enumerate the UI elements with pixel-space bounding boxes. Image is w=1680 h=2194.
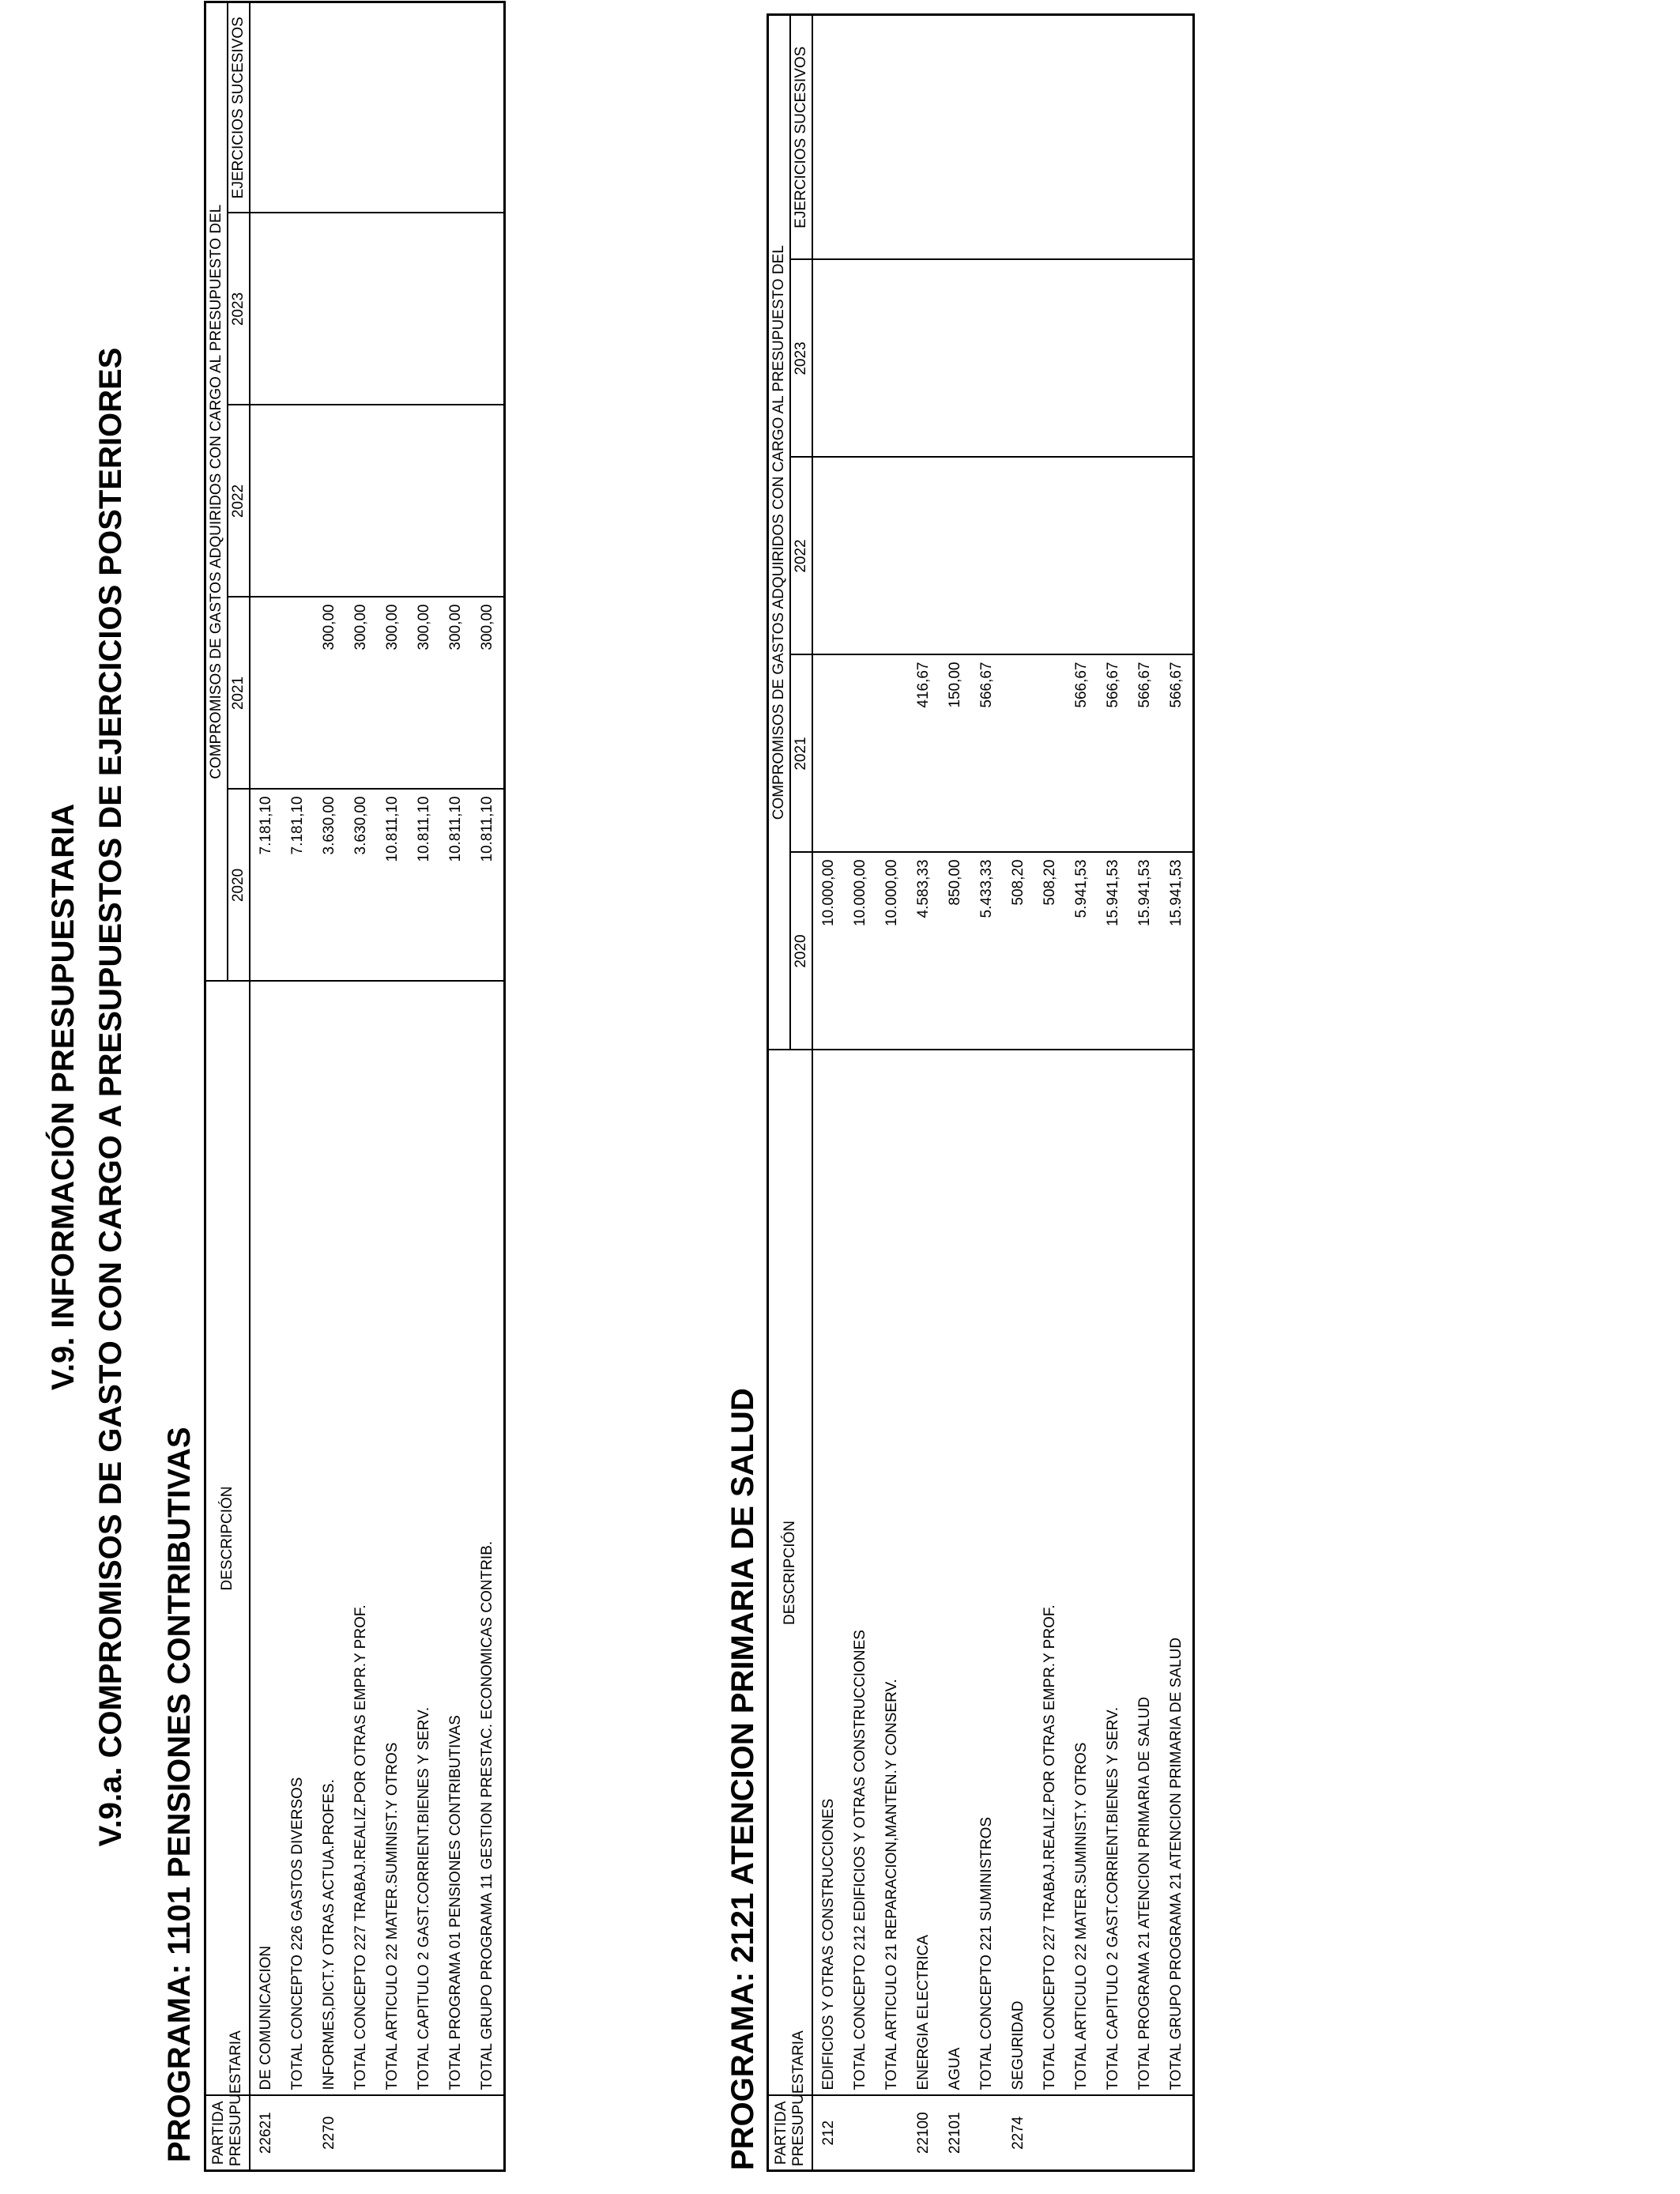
amount-2020-cell: 508,20 bbox=[1003, 853, 1034, 1050]
amount-2022-cell bbox=[250, 405, 282, 598]
amount-2021-cell: 150,00 bbox=[940, 655, 971, 853]
page-title: V.9. INFORMACIÓN PRESUPUESTARIA bbox=[46, 803, 81, 1391]
amount-2023-cell bbox=[812, 260, 845, 458]
amount-2020-cell: 5.941,53 bbox=[1066, 853, 1098, 1050]
year-2023-header: 2023 bbox=[228, 213, 250, 405]
descripcion-header: DESCRIPCIÓN bbox=[768, 1050, 813, 2096]
amount-2022-cell bbox=[409, 405, 440, 598]
amount-2021-cell bbox=[250, 598, 282, 790]
amount-2020-cell: 5.433,33 bbox=[971, 853, 1003, 1050]
amount-2022-cell bbox=[1098, 458, 1129, 655]
amount-2023-cell bbox=[1129, 260, 1161, 458]
amount-2022-cell bbox=[314, 405, 345, 598]
partida-cell: 2274 bbox=[1003, 2096, 1034, 2171]
descripcion-cell: ENERGIA ELECTRICA bbox=[908, 1050, 940, 2096]
amount-2022-cell bbox=[440, 405, 472, 598]
table-row bbox=[1161, 15, 1194, 2171]
amount-2020-cell: 7.181,10 bbox=[250, 790, 282, 982]
descripcion-cell: TOTAL CAPITULO 2 GAST.CORRIENT.BIENES Y SERV. bbox=[1098, 1050, 1129, 2096]
descripcion-cell: TOTAL GRUPO PROGRAMA 11 GESTION PRESTAC. ECONOMICAS CONTRIB. bbox=[472, 982, 505, 2096]
partida-cell bbox=[377, 2096, 409, 2171]
amount-2022-cell bbox=[282, 405, 314, 598]
descripcion-cell: TOTAL CONCEPTO 227 TRABAJ.REALIZ.POR OTRAS EMPR.Y PROF. bbox=[345, 982, 377, 2096]
amount-2023-cell bbox=[472, 213, 505, 405]
table-row bbox=[472, 2, 505, 2171]
amount-2020-cell: 15.941,53 bbox=[1161, 853, 1194, 1050]
partida-cell: 212 bbox=[812, 2096, 845, 2171]
amount-sucesivos-cell bbox=[812, 15, 845, 260]
amount-2022-cell bbox=[1034, 458, 1066, 655]
amount-sucesivos-cell bbox=[377, 2, 409, 213]
amount-2020-cell: 508,20 bbox=[1034, 853, 1066, 1050]
amount-2020-cell: 15.941,53 bbox=[1129, 853, 1161, 1050]
amount-2021-cell bbox=[876, 655, 908, 853]
amount-2021-cell: 416,67 bbox=[908, 655, 940, 853]
descripcion-cell: TOTAL CONCEPTO 212 EDIFICIOS Y OTRAS CONSTRUCCIONES bbox=[845, 1050, 876, 2096]
year-2022-header: 2022 bbox=[228, 405, 250, 598]
descripcion-cell: DE COMUNICACION bbox=[250, 982, 282, 2096]
table-row bbox=[440, 2, 472, 2171]
sucesivos-header: EJERCICIOS SUCESIVOS bbox=[790, 15, 812, 260]
amount-sucesivos-cell bbox=[908, 15, 940, 260]
amount-sucesivos-cell bbox=[845, 15, 876, 260]
table-row bbox=[345, 2, 377, 2171]
amount-2022-cell bbox=[845, 458, 876, 655]
descripcion-cell: TOTAL GRUPO PROGRAMA 21 ATENCION PRIMARIA DE SALUD bbox=[1161, 1050, 1194, 2096]
amount-2023-cell bbox=[971, 260, 1003, 458]
descripcion-cell: TOTAL ARTICULO 22 MATER.SUMINIST.Y OTROS bbox=[1066, 1050, 1098, 2096]
table-row bbox=[1066, 15, 1098, 2171]
program-2121-title: PROGRAMA: 2121 ATENCION PRIMARIA DE SALUD bbox=[725, 1388, 760, 2170]
page-subtitle: V.9.a. COMPROMISOS DE GASTO CON CARGO A PRESUPUESTOS DE EJERCICIOS POSTERIORES bbox=[93, 347, 128, 1847]
amount-2021-cell: 566,67 bbox=[1098, 655, 1129, 853]
partida-cell: 22101 bbox=[940, 2096, 971, 2171]
partida-cell bbox=[845, 2096, 876, 2171]
compromisos-header: COMPROMISOS DE GASTOS ADQUIRIDOS CON CARGO AL PRESUPUESTO DEL bbox=[205, 2, 228, 982]
partida-cell bbox=[1034, 2096, 1066, 2171]
amount-2021-cell bbox=[1034, 655, 1066, 853]
amount-2020-cell: 10.811,10 bbox=[440, 790, 472, 982]
amount-2020-cell: 10.000,00 bbox=[845, 853, 876, 1050]
amount-sucesivos-cell bbox=[1034, 15, 1066, 260]
partida-cell: 22621 bbox=[250, 2096, 282, 2171]
partida-header-line2: PRESUPUESTARIA bbox=[228, 2030, 244, 2166]
amount-2022-cell bbox=[812, 458, 845, 655]
descripcion-cell: TOTAL PROGRAMA 01 PENSIONES CONTRIBUTIVAS bbox=[440, 982, 472, 2096]
partida-header-line1: PARTIDA bbox=[773, 2101, 789, 2166]
year-2020-header: 2020 bbox=[228, 790, 250, 982]
amount-sucesivos-cell bbox=[282, 2, 314, 213]
amount-2022-cell bbox=[377, 405, 409, 598]
table-row bbox=[908, 15, 940, 2171]
amount-2022-cell bbox=[971, 458, 1003, 655]
amount-sucesivos-cell bbox=[345, 2, 377, 213]
table-row bbox=[845, 15, 876, 2171]
amount-2023-cell bbox=[377, 213, 409, 405]
amount-2023-cell bbox=[1161, 260, 1194, 458]
amount-2023-cell bbox=[440, 213, 472, 405]
descripcion-cell: TOTAL CONCEPTO 226 GASTOS DIVERSOS bbox=[282, 982, 314, 2096]
program-2121-table bbox=[767, 13, 1195, 2172]
partida-header-line2: PRESUPUESTARIA bbox=[790, 2030, 807, 2166]
partida-cell bbox=[1066, 2096, 1098, 2171]
table-row bbox=[971, 15, 1003, 2171]
table-row bbox=[940, 15, 971, 2171]
amount-2023-cell bbox=[908, 260, 940, 458]
program-1101-table bbox=[204, 1, 506, 2172]
partida-cell: 2270 bbox=[314, 2096, 345, 2171]
amount-sucesivos-cell bbox=[1003, 15, 1034, 260]
amount-2020-cell: 4.583,33 bbox=[908, 853, 940, 1050]
descripcion-cell: INFORMES,DICT.Y OTRAS ACTUA.PROFES. bbox=[314, 982, 345, 2096]
amount-sucesivos-cell bbox=[250, 2, 282, 213]
amount-2023-cell bbox=[845, 260, 876, 458]
partida-cell bbox=[345, 2096, 377, 2171]
partida-cell bbox=[971, 2096, 1003, 2171]
amount-sucesivos-cell bbox=[940, 15, 971, 260]
amount-2020-cell: 850,00 bbox=[940, 853, 971, 1050]
amount-2023-cell bbox=[250, 213, 282, 405]
amount-2022-cell bbox=[1161, 458, 1194, 655]
partida-cell bbox=[440, 2096, 472, 2171]
amount-2022-cell bbox=[1066, 458, 1098, 655]
amount-sucesivos-cell bbox=[1161, 15, 1194, 260]
partida-cell bbox=[1161, 2096, 1194, 2171]
amount-2023-cell bbox=[1003, 260, 1034, 458]
descripcion-cell: SEGURIDAD bbox=[1003, 1050, 1034, 2096]
table-row bbox=[377, 2, 409, 2171]
amount-sucesivos-cell bbox=[314, 2, 345, 213]
amount-sucesivos-cell bbox=[440, 2, 472, 213]
amount-2020-cell: 3.630,00 bbox=[314, 790, 345, 982]
amount-2020-cell: 7.181,10 bbox=[282, 790, 314, 982]
descripcion-cell: TOTAL CONCEPTO 227 TRABAJ.REALIZ.POR OTRAS EMPR.Y PROF. bbox=[1034, 1050, 1066, 2096]
table-row bbox=[282, 2, 314, 2171]
amount-2020-cell: 10.811,10 bbox=[472, 790, 505, 982]
amount-sucesivos-cell bbox=[1098, 15, 1129, 260]
amount-sucesivos-cell bbox=[1066, 15, 1098, 260]
table-row bbox=[1098, 15, 1129, 2171]
amount-2021-cell bbox=[282, 598, 314, 790]
year-2022-header: 2022 bbox=[790, 458, 812, 655]
partida-header bbox=[205, 2030, 250, 2171]
amount-2021-cell bbox=[1003, 655, 1034, 853]
amount-2021-cell: 300,00 bbox=[409, 598, 440, 790]
amount-2022-cell bbox=[940, 458, 971, 655]
amount-2021-cell: 566,67 bbox=[1066, 655, 1098, 853]
amount-2022-cell bbox=[908, 458, 940, 655]
amount-2020-cell: 10.811,10 bbox=[409, 790, 440, 982]
amount-2021-cell bbox=[812, 655, 845, 853]
year-2020-header: 2020 bbox=[790, 853, 812, 1050]
amount-2020-cell: 15.941,53 bbox=[1098, 853, 1129, 1050]
partida-header-line1: PARTIDA bbox=[210, 2101, 227, 2166]
partida-cell: 22100 bbox=[908, 2096, 940, 2171]
descripcion-cell: EDIFICIOS Y OTRAS CONSTRUCCIONES bbox=[812, 1050, 845, 2096]
amount-2023-cell bbox=[345, 213, 377, 405]
amount-2021-cell: 300,00 bbox=[345, 598, 377, 790]
table-row bbox=[1003, 15, 1034, 2171]
descripcion-cell: TOTAL CAPITULO 2 GAST.CORRIENT.BIENES Y SERV. bbox=[409, 982, 440, 2096]
table-row bbox=[409, 2, 440, 2171]
table-row bbox=[876, 15, 908, 2171]
amount-2021-cell: 300,00 bbox=[314, 598, 345, 790]
descripcion-header: DESCRIPCIÓN bbox=[205, 982, 250, 2096]
partida-cell bbox=[472, 2096, 505, 2171]
descripcion-cell: TOTAL ARTICULO 22 MATER.SUMINIST.Y OTROS bbox=[377, 982, 409, 2096]
amount-2020-cell: 10.000,00 bbox=[876, 853, 908, 1050]
amount-2021-cell: 300,00 bbox=[440, 598, 472, 790]
amount-2022-cell bbox=[345, 405, 377, 598]
amount-sucesivos-cell bbox=[409, 2, 440, 213]
year-2021-header: 2021 bbox=[228, 598, 250, 790]
year-2021-header: 2021 bbox=[790, 655, 812, 853]
year-2023-header: 2023 bbox=[790, 260, 812, 458]
amount-2023-cell bbox=[940, 260, 971, 458]
amount-2023-cell bbox=[876, 260, 908, 458]
amount-2020-cell: 10.000,00 bbox=[812, 853, 845, 1050]
partida-cell bbox=[1129, 2096, 1161, 2171]
amount-sucesivos-cell bbox=[1129, 15, 1161, 260]
partida-cell bbox=[409, 2096, 440, 2171]
descripcion-cell: TOTAL CONCEPTO 221 SUMINISTROS bbox=[971, 1050, 1003, 2096]
amount-2021-cell bbox=[845, 655, 876, 853]
amount-2021-cell: 300,00 bbox=[377, 598, 409, 790]
sucesivos-header: EJERCICIOS SUCESIVOS bbox=[228, 2, 250, 213]
descripcion-cell: TOTAL PROGRAMA 21 ATENCION PRIMARIA DE SALUD bbox=[1129, 1050, 1161, 2096]
amount-2021-cell: 566,67 bbox=[971, 655, 1003, 853]
amount-2022-cell bbox=[472, 405, 505, 598]
amount-2023-cell bbox=[409, 213, 440, 405]
program-1101-title: PROGRAMA: 1101 PENSIONES CONTRIBUTIVAS bbox=[162, 1427, 197, 2162]
amount-2022-cell bbox=[1129, 458, 1161, 655]
partida-cell bbox=[1098, 2096, 1129, 2171]
amount-2023-cell bbox=[1034, 260, 1066, 458]
amount-2020-cell: 10.811,10 bbox=[377, 790, 409, 982]
amount-sucesivos-cell bbox=[971, 15, 1003, 260]
table-row bbox=[812, 15, 845, 2171]
table-row bbox=[250, 2, 282, 2171]
amount-2023-cell bbox=[314, 213, 345, 405]
partida-cell bbox=[876, 2096, 908, 2171]
partida-header bbox=[768, 2030, 813, 2171]
partida-cell bbox=[282, 2096, 314, 2171]
amount-2020-cell: 3.630,00 bbox=[345, 790, 377, 982]
descripcion-cell: AGUA bbox=[940, 1050, 971, 2096]
amount-sucesivos-cell bbox=[472, 2, 505, 213]
amount-sucesivos-cell bbox=[876, 15, 908, 260]
table-row bbox=[1034, 15, 1066, 2171]
amount-2021-cell: 300,00 bbox=[472, 598, 505, 790]
descripcion-cell: TOTAL ARTICULO 21 REPARACION,MANTEN.Y CONSERV. bbox=[876, 1050, 908, 2096]
table-row bbox=[314, 2, 345, 2171]
amount-2021-cell: 566,67 bbox=[1161, 655, 1194, 853]
table-row bbox=[1129, 15, 1161, 2171]
amount-2022-cell bbox=[1003, 458, 1034, 655]
amount-2023-cell bbox=[1066, 260, 1098, 458]
compromisos-header: COMPROMISOS DE GASTOS ADQUIRIDOS CON CARGO AL PRESUPUESTO DEL bbox=[768, 15, 791, 1050]
amount-2023-cell bbox=[282, 213, 314, 405]
amount-2021-cell: 566,67 bbox=[1129, 655, 1161, 853]
amount-2023-cell bbox=[1098, 260, 1129, 458]
amount-2022-cell bbox=[876, 458, 908, 655]
